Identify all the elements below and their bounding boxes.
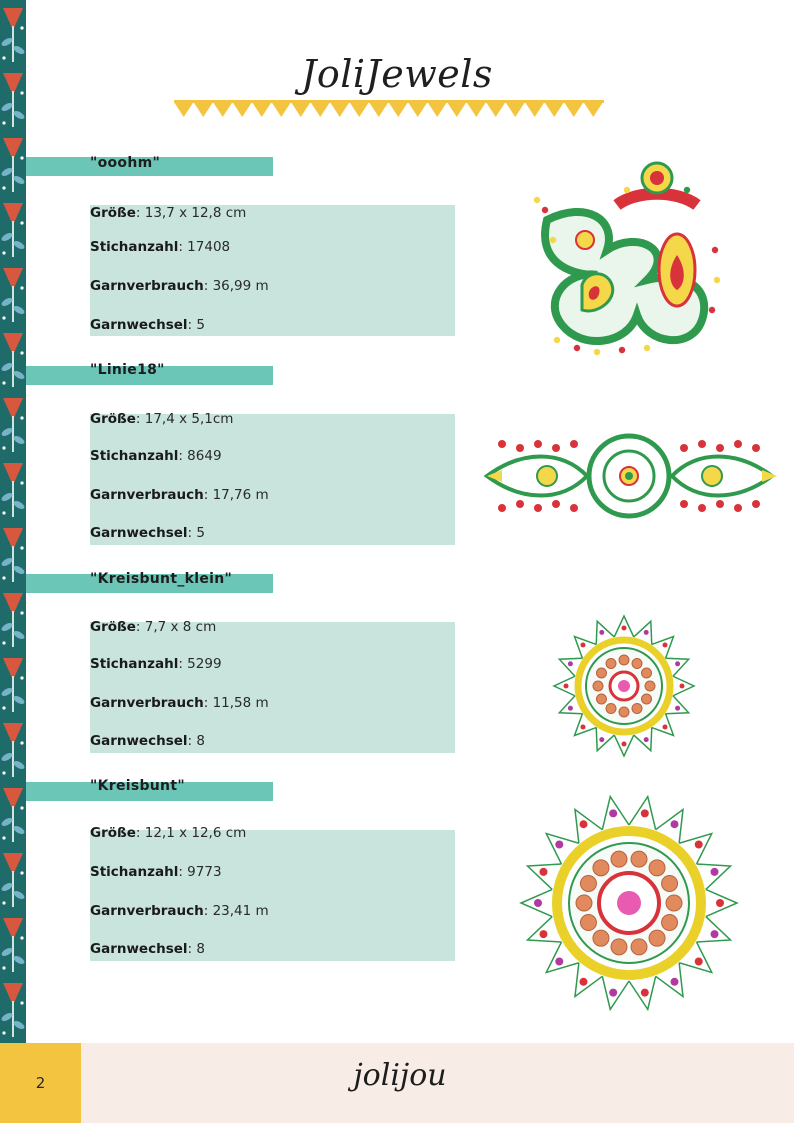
info-size: Größe: 17,4 x 5,1cm — [90, 411, 234, 427]
page-number: 2 — [35, 1074, 46, 1092]
info-stitches: Stichanzahl: 17408 — [90, 239, 231, 255]
info-stitches: Stichanzahl: 8649 — [90, 448, 222, 464]
info-changes: Garnwechsel: 5 — [90, 525, 205, 541]
info-size: Größe: 12,1 x 12,6 cm — [90, 825, 247, 841]
decorative-border — [0, 0, 26, 1043]
linie18-embroidery-image — [482, 430, 782, 522]
section-title: "Linie18" — [90, 362, 165, 378]
info-changes: Garnwechsel: 8 — [90, 941, 205, 957]
kreisbunt-embroidery-image — [512, 793, 746, 1013]
zigzag-divider — [174, 100, 604, 118]
info-changes: Garnwechsel: 5 — [90, 317, 205, 333]
om-embroidery-image — [527, 160, 727, 360]
info-size: Größe: 7,7 x 8 cm — [90, 619, 217, 635]
info-thread: Garnverbrauch: 23,41 m — [90, 903, 269, 919]
info-stitches: Stichanzahl: 5299 — [90, 656, 222, 672]
brand-logo: jolijou — [353, 1058, 447, 1093]
info-changes: Garnwechsel: 8 — [90, 733, 205, 749]
info-stitches: Stichanzahl: 9773 — [90, 864, 222, 880]
info-thread: Garnverbrauch: 11,58 m — [90, 695, 269, 711]
section-title: "Kreisbunt" — [90, 778, 185, 794]
info-thread: Garnverbrauch: 36,99 m — [90, 278, 269, 294]
leaf-pattern-icon — [0, 0, 26, 1043]
info-size: Größe: 13,7 x 12,8 cm — [90, 205, 247, 221]
kreisbunt-klein-embroidery-image — [552, 614, 697, 759]
info-thread: Garnverbrauch: 17,76 m — [90, 487, 269, 503]
section-title: "Kreisbunt_klein" — [90, 571, 233, 587]
page-title: JoliJewels — [301, 52, 493, 96]
section-title: "ooohm" — [90, 155, 161, 171]
